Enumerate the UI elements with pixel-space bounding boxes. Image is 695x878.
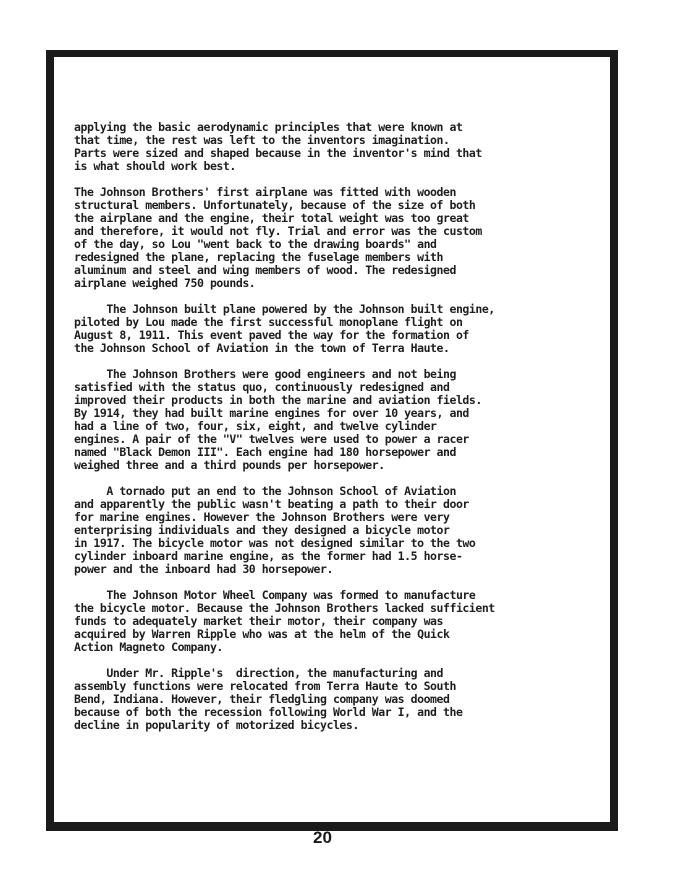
- paragraph-3: The Johnson built plane powered by the Johnson built engine, piloted by Lou made the first successful monoplane flight on August 8, 1911. This event paved the way for the formation of the Johnson School of Aviation in the town of Terra Haute.: [74, 302, 495, 355]
- paragraph-4: The Johnson Brothers were good engineers and not being satisfied with the status quo, continuously redesigned and improved their products in both the marine and aviation fields. By 1914, they had built marine engines for over 10 years, and had a line of two, four, six, eight, and twelve cylinder engines. A pair of the "V" twelves were used to power a racer named "Black Demon III". Each engine had 180 horsepower and weighed three and a third pounds per horsepower.: [74, 367, 482, 472]
- body-text: [74, 121, 594, 732]
- paragraph-7: Under Mr. Ripple's direction, the manufacturing and assembly functions were relocated from Terra Haute to South Bend, Indiana. However, their fledgling company was doomed because of both the recession following World War I, and the decline in popularity of motorized bicycles.: [74, 666, 463, 732]
- paragraph-6: The Johnson Motor Wheel Company was formed to manufacture the bicycle motor. Because the Johnson Brothers lacked sufficient funds to adequately market their motor, their company was acquired by Warren Ripple who was at the helm of the Quick Action Magneto Company.: [74, 588, 495, 654]
- page-number: 20: [313, 828, 332, 847]
- paragraph-1: applying the basic aerodynamic principles that were known at that time, the rest was left to the inventors imagination. Parts were sized and shaped because in the inventor's mind that is what should work best.: [74, 120, 482, 173]
- paragraph-5: A tornado put an end to the Johnson School of Aviation and apparently the public wasn't beating a path to their door for marine engines. However the Johnson Brothers were very enterprising individuals and they designed a bicycle motor in 1917. The bicycle motor was not designed similar to the two cylinder inboard marine engine, as the former had 1.5 horse- power and the inboard had 30 horsepower.: [74, 484, 476, 576]
- paragraph-2: The Johnson Brothers' first airplane was fitted with wooden structural members. Unfortunately, because of the size of both the airplane and the engine, their total weight was too great and therefore, it would not fly. Trial and error was the custom of the day, so Lou "went back to the drawing boards" and redesigned the plane, replacing the fuselage members with aluminum and steel and wing members of wood. The redesigned airplane weighed 750 pounds.: [74, 185, 482, 290]
